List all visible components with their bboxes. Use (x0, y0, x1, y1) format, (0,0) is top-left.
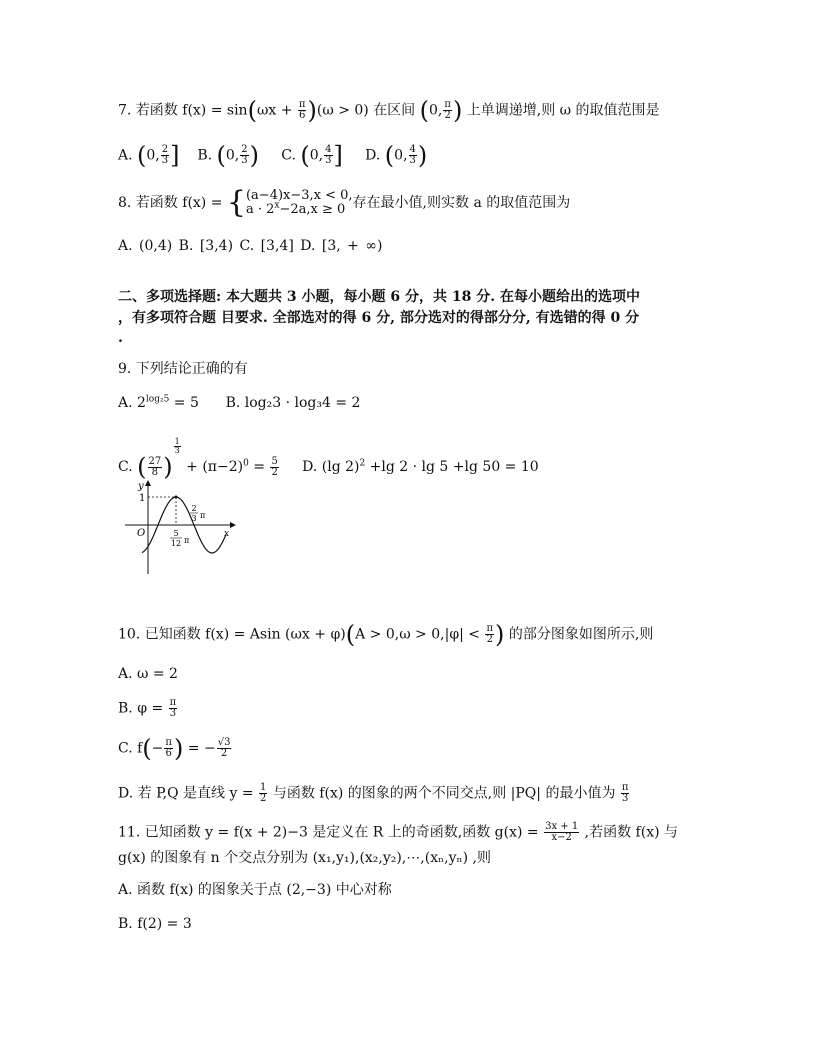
denominator: 2 (260, 793, 267, 804)
peak-label-denominator: 12 (170, 539, 182, 548)
origin-label: O (137, 528, 146, 539)
paren: ) (452, 96, 463, 125)
fraction (217, 738, 232, 759)
fraction (240, 145, 248, 166)
option-d-rest: +lg 2 · lg 5 +lg 50 = 10 (365, 459, 539, 475)
section-2-heading-line2: ，有多项符合题 目要求. 全部选对的得 6 分, 部分选对的得部分分, 有选错的得 0 分 (118, 310, 640, 326)
minus: − (151, 740, 164, 757)
numerator: π (169, 697, 177, 708)
question-11-option-b: B. f(2) = 3 (118, 916, 192, 932)
fraction (270, 457, 278, 478)
q10-text-c: 的部分图象如图所示,则 (504, 626, 654, 643)
sine-graph (120, 478, 240, 578)
exponent: x (274, 200, 280, 211)
numerator: 1 (174, 437, 180, 446)
numerator: π (444, 99, 451, 110)
case-2 (245, 200, 353, 217)
paren: ) (163, 453, 173, 481)
paren: ) (307, 96, 317, 125)
exponent: 2 (359, 458, 366, 469)
y-axis-arrow (145, 480, 151, 486)
option-a: A. 2 (118, 395, 146, 411)
numerator: π (165, 737, 172, 748)
paren: ) (495, 620, 505, 649)
numerator: π (298, 99, 306, 110)
denominator: 2 (486, 634, 493, 645)
option-b: B. log₂3 · log₃4 = 2 (225, 395, 361, 411)
numerator: 2 (241, 144, 248, 155)
paren: ( (345, 620, 356, 649)
fraction (259, 783, 267, 804)
question-11-option-a: A. 函数 f(x) 的图象关于点 (2,−3) 中心对称 (118, 882, 392, 898)
q7-text-c: (ω > 0) 在区间 (316, 102, 420, 119)
denominator: 3 (241, 155, 248, 166)
q10-text-b: A > 0,ω > 0,|φ| < (355, 626, 485, 643)
question-10-stem (118, 620, 654, 649)
fraction (161, 145, 169, 166)
y-tick-label: 1 (139, 493, 146, 504)
numerator: 1 (260, 782, 267, 793)
piecewise (246, 189, 353, 217)
numerator: 2 (161, 144, 169, 155)
numerator: 27 (148, 455, 162, 467)
q8-text-a: 8. 若函数 f(x) = (118, 195, 227, 211)
fraction (544, 822, 579, 843)
q11-text-a: 11. 已知函数 y = f(x + 2)−3 是定义在 R 上的奇函数,函数 g(x) = (118, 824, 544, 841)
denominator: 2 (220, 748, 228, 759)
question-9-options-cd (118, 437, 539, 481)
option-a-text: 0, (146, 147, 160, 164)
numerator: √3 (217, 737, 231, 748)
option-c-text: C. f (118, 740, 143, 757)
question-9-options-ab (118, 393, 360, 413)
denominator: 6 (165, 748, 172, 759)
peak-label-pi: π (184, 536, 190, 545)
section-2-heading-line1: 二、多项选择题: 本大题共 3 小题，每小题 6 分，共 18 分. 在每小题给出的选项中 (118, 289, 640, 305)
denominator: 3 (325, 155, 332, 166)
option-d-label: D. (365, 147, 385, 164)
numerator: π (621, 782, 629, 793)
numerator: 4 (409, 144, 416, 155)
exponent: log₂5 (145, 394, 170, 405)
denominator: 2 (444, 110, 451, 121)
option-d: D. (lg 2) (302, 459, 360, 475)
fraction (148, 457, 163, 478)
denominator: 2 (271, 466, 278, 478)
option-b-text: 0, (225, 147, 240, 164)
option-a-label: A. (118, 147, 138, 164)
question-8-stem (118, 185, 571, 220)
denominator: 3 (161, 155, 169, 166)
option-d-text: D. 若 P,Q 是直线 y = (118, 785, 259, 802)
numerator: 5 (271, 455, 278, 467)
x-axis-arrow (230, 522, 236, 528)
case-2-text-b: −2a,x ≥ 0 (279, 202, 346, 217)
paren: ) (417, 141, 428, 170)
paren: ( (419, 96, 430, 125)
paren: ( (137, 141, 147, 170)
fraction (169, 698, 178, 719)
option-d-mid: 与函数 f(x) 的图象的两个不同交点,则 |PQ| 的最小值为 (268, 785, 620, 802)
question-7-stem (118, 96, 660, 125)
denominator: 3 (174, 446, 180, 455)
paren: ( (137, 453, 147, 481)
denominator: 3 (169, 708, 177, 719)
denominator: 8 (151, 466, 159, 478)
exponent-fraction (174, 438, 181, 455)
paren: ( (247, 96, 257, 125)
q7-text-d: 0, (429, 102, 443, 119)
question-10-option-d (118, 783, 630, 804)
fraction (621, 783, 630, 804)
option-c-mid: + (π−2) (181, 459, 244, 475)
paren: ( (300, 141, 310, 170)
question-10-option-a: A. ω = 2 (118, 666, 178, 682)
fraction (164, 738, 173, 759)
zero-label-denominator: 3 (191, 514, 197, 523)
section-2-heading-line3: . (118, 330, 123, 346)
equals: = − (183, 740, 216, 757)
fraction (409, 145, 417, 166)
fraction (324, 145, 332, 166)
q7-text-e: 上单调递增,则 ω 的取值范围是 (462, 102, 660, 119)
paren: ( (384, 141, 395, 170)
q7-text-a: 7. 若函数 f(x) = sin (118, 102, 248, 119)
denominator: x−2 (551, 832, 572, 843)
fraction (298, 100, 307, 121)
option-c: C. (118, 459, 138, 475)
question-9-stem: 9. 下列结论正确的有 (118, 361, 248, 377)
peak-label-numerator: 5 (173, 529, 179, 538)
paren: ( (216, 141, 226, 170)
q10-text-a: 10. 已知函数 f(x) = Asin (ωx + φ) (118, 626, 346, 643)
paren: ) (249, 141, 259, 170)
question-7-options (118, 141, 428, 170)
fraction (443, 100, 452, 121)
question-8-options: A. (0,4) B. [3,4) C. [3,4] D. [3, + ∞) (118, 238, 383, 254)
numerator: π (486, 623, 494, 634)
exponent: 0 (243, 458, 249, 469)
denominator: 6 (299, 110, 306, 121)
bracket: ] (333, 141, 343, 170)
option-c-label: C. (281, 147, 301, 164)
x-axis-label: x (224, 529, 230, 539)
denominator: 3 (621, 793, 629, 804)
question-10-option-c (118, 734, 232, 763)
case-1: (a−4)x−3,x < 0, (245, 188, 353, 203)
q11-text-b: ,若函数 f(x) 与 (580, 824, 679, 841)
option-d-text: 0, (394, 147, 408, 164)
paren: ) (173, 734, 184, 763)
zero-label-numerator: 2 (191, 504, 197, 513)
brace: { (226, 185, 246, 220)
bracket: ] (170, 141, 180, 170)
peak-point (175, 496, 178, 499)
numerator: 4 (325, 144, 332, 155)
paren: ( (142, 734, 152, 763)
y-axis-label: y (138, 481, 144, 492)
option-b-label: B. (197, 147, 217, 164)
q8-text-b: 存在最小值,则实数 a 的取值范围为 (352, 195, 571, 211)
fraction (485, 624, 494, 645)
option-b-text: B. φ = (118, 700, 168, 717)
question-10-option-b (118, 698, 178, 719)
question-11-stem-line2: g(x) 的图象有 n 个交点分别为 (x₁,y₁),(x₂,y₂),⋯,(xₙ,yₙ) ,则 (118, 850, 491, 866)
case-2-text: a · 2 (245, 202, 275, 217)
equals: = (248, 459, 270, 475)
question-11-stem (118, 822, 678, 843)
option-c-text: 0, (309, 147, 324, 164)
zero-label-pi: π (200, 511, 206, 520)
option-a-rest: = 5 (169, 395, 199, 411)
q7-text-b: ωx + (256, 102, 297, 119)
numerator: 3x + 1 (545, 821, 579, 832)
denominator: 3 (409, 155, 416, 166)
